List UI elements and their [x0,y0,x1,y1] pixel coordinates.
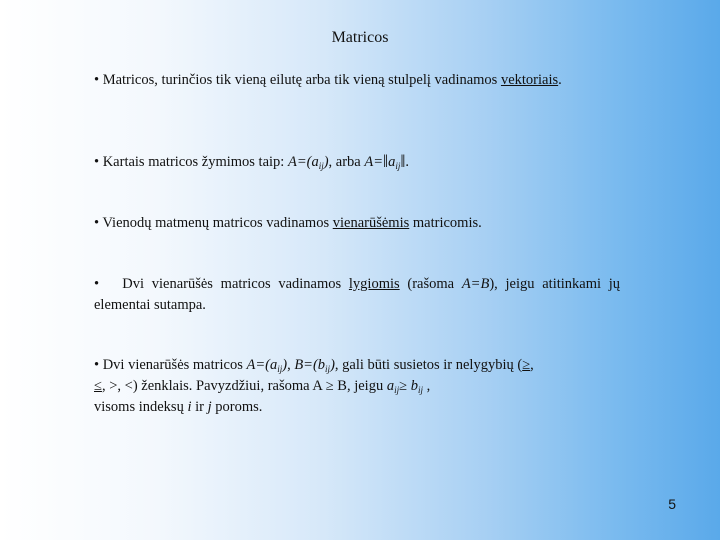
paragraph-inequalities: • Dvi vienarūšės matricos $A=(a_{ij})$, $B=(b_{ij})$, gali būti susietos ir nelygybių (≥, ≤, >, <) ženklais. Pavyzdžiui, rašoma A ≥ B, jeigu $a_{ij}\ge b_{ij}$ , visoms indeksų i ir j poroms. [94,357,534,415]
paragraph-end: matricomis. [412,215,482,231]
index-i: i [187,399,192,415]
period: . [558,72,562,88]
paragraph-notation [94,151,620,173]
bullet: • [94,72,100,88]
term-vienarusemis: vienarūšėmis [332,215,410,231]
bullet: • [94,276,100,292]
term-lygiomis: lygiomis [348,276,400,292]
paren-text: (rašoma [407,276,462,292]
symbol-le: ≤ [94,378,102,394]
page-number: 5 [668,496,676,512]
term-vektoriais: vektoriais [500,72,559,88]
bullet: • [94,215,100,231]
formula-norm: $A=‖a_{ij}‖$ [364,151,406,171]
formula-parentheses: $A=(a_{ij})$ [287,154,329,171]
paragraph-text-3: , >, <) ženklais. Pavyzdžiui, rašoma A ≥ B, jeigu [101,378,384,394]
paren-close: ), [489,276,498,292]
paragraph-text: Matricos, turinčios tik vieną eilutę arba tik vieną stulpelį vadinamos [102,72,498,88]
formula-elementwise: $a_{ij}\ge b_{ij}$ [386,378,423,395]
bullet: • [94,154,100,170]
formula-a: $A=(a_{ij})$ [246,357,288,374]
symbol-ge: ≥ [522,357,531,373]
paragraph-text: Dvi vienarūšės matricos [102,357,243,373]
connector-text: , arba [328,154,365,170]
paragraph-equal [94,274,620,316]
paragraph-end: jeigu atitinkami jų elementai sutampa. [94,276,621,313]
index-j: j [207,399,212,415]
period: . [405,154,410,170]
paragraph-text: Vienodų matmenų matricos vadinamos [102,215,330,231]
paragraph-text: Dvi vienarūšės matricos vadinamos [122,276,342,292]
paragraph-text: Kartais matricos žymimos taip: [102,154,285,170]
slide-title: Matricos [331,29,389,46]
formula-b: $B=(b_{ij})$ [294,357,335,374]
paragraph-vectors [94,70,620,91]
bullet: • [94,357,100,373]
paragraph-same-size [94,213,620,234]
formula-equal: A=B [461,276,490,292]
paragraph-text-4: visoms indeksų [94,399,184,415]
paragraph-text-2: , gali būti susietos ir nelygybių ( [334,357,523,373]
